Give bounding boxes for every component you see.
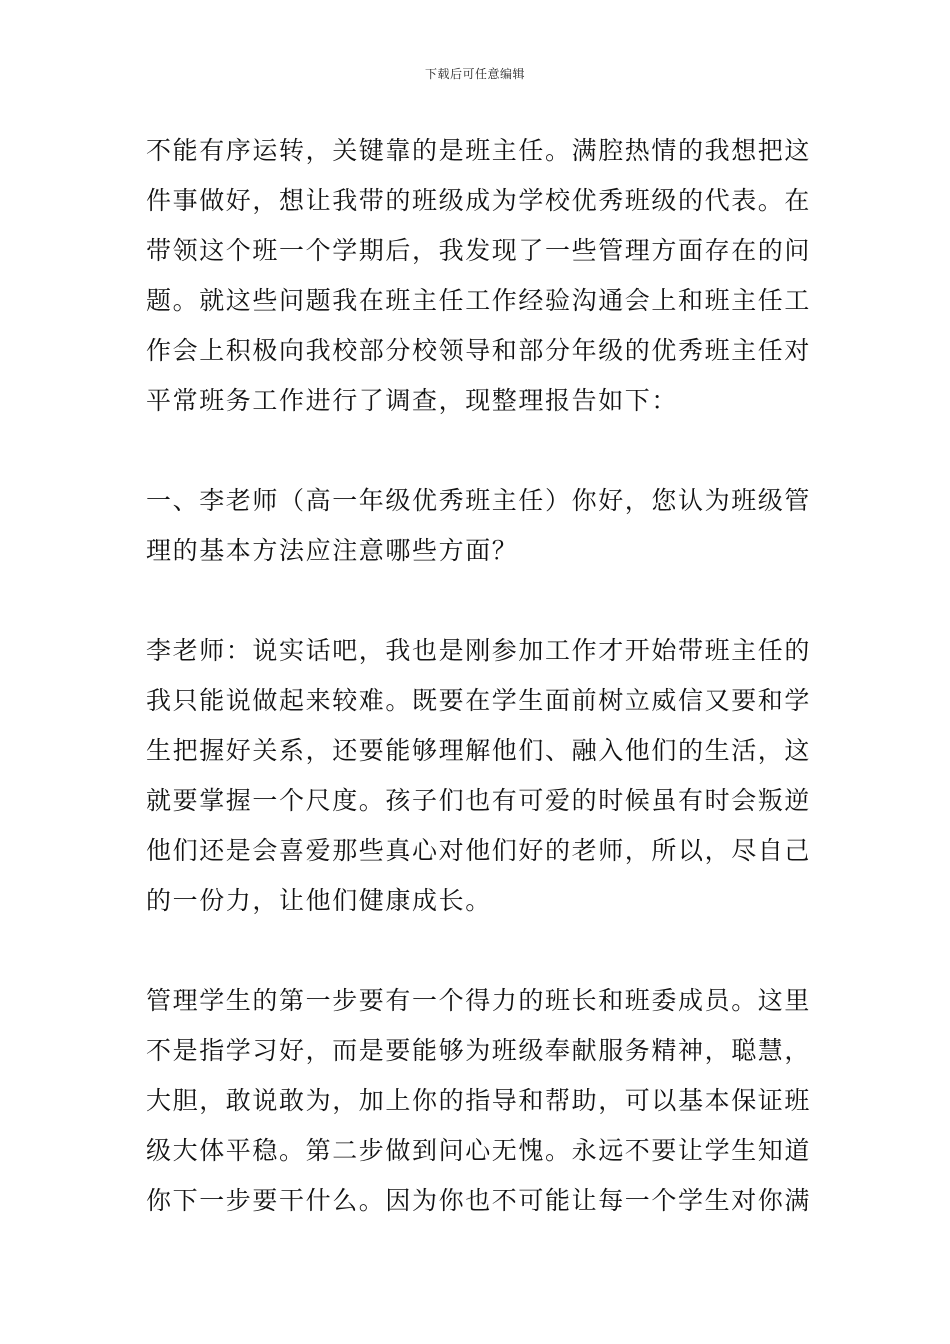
- paragraph-intro: [146, 126, 810, 426]
- text-line: 理的基本方法应注意哪些方面？: [146, 536, 519, 565]
- text-line: 作会上积极向我校部分校领导和部分年级的优秀班主任对: [146, 336, 812, 365]
- text-line: 管理学生的第一步要有一个得力的班长和班委成员。这里: [146, 986, 812, 1015]
- text-line: 李老师：说实话吧，我也是刚参加工作才开始带班主任的: [146, 636, 812, 665]
- text-line: 平常班务工作进行了调查，现整理报告如下：: [146, 386, 679, 415]
- text-line: 不能有序运转，关键靠的是班主任。满腔热情的我想把这: [146, 136, 812, 165]
- paragraph-management: [146, 976, 810, 1226]
- text-line: 件事做好，想让我带的班级成为学校优秀班级的代表。在: [146, 186, 812, 215]
- text-line: 题。就这些问题我在班主任工作经验沟通会上和班主任工: [146, 286, 812, 315]
- document-body: [146, 126, 810, 1226]
- text-line: 不是指学习好，而是要能够为班级奉献服务精神，聪慧，: [146, 1036, 812, 1065]
- paragraph-spacer: [146, 926, 810, 976]
- text-line: 带领这个班一个学期后，我发现了一些管理方面存在的问: [146, 236, 812, 265]
- paragraph-answer: [146, 626, 810, 926]
- paragraph-question: [146, 476, 810, 576]
- text-line: 我只能说做起来较难。既要在学生面前树立威信又要和学: [146, 686, 812, 715]
- text-line: 你下一步要干什么。因为你也不可能让每一个学生对你满: [146, 1186, 812, 1215]
- text-line: 就要掌握一个尺度。孩子们也有可爱的时候虽有时会叛逆: [146, 786, 812, 815]
- text-line: 级大体平稳。第二步做到问心无愧。永远不要让学生知道: [146, 1136, 812, 1165]
- text-line: 他们还是会喜爱那些真心对他们好的老师，所以，尽自己: [146, 836, 812, 865]
- text-line: 生把握好关系，还要能够理解他们、融入他们的生活，这: [146, 736, 812, 765]
- text-line: 的一份力，让他们健康成长。: [146, 886, 492, 915]
- text-line: 一、李老师（高一年级优秀班主任）你好，您认为班级管: [146, 486, 812, 515]
- header-note: 下载后可任意编辑: [424, 67, 525, 81]
- paragraph-spacer: [146, 426, 810, 476]
- text-line: 大胆，敢说敢为，加上你的指导和帮助，可以基本保证班: [146, 1086, 812, 1115]
- paragraph-spacer: [146, 576, 810, 626]
